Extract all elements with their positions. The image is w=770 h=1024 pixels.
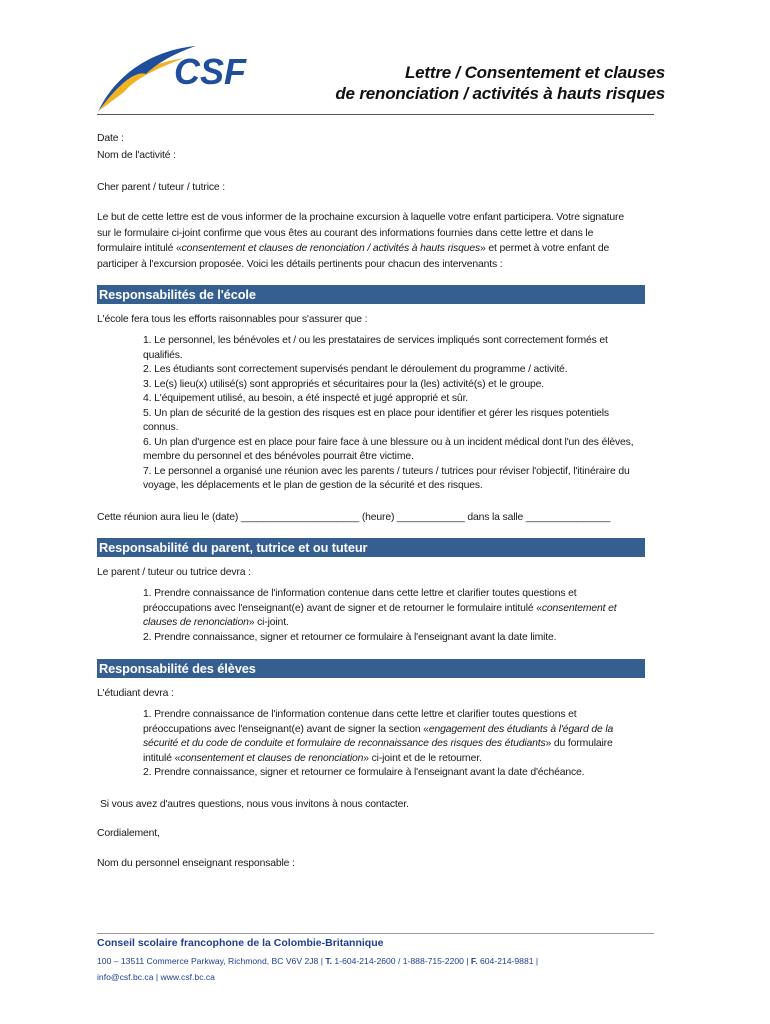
students-section-heading: Responsabilité des élèves [97,659,645,678]
list-item: 6. Un plan d'urgence est en place pour faire face à une blessure ou à un incident médical dont l'un des élèves, [143,436,634,448]
footer-phones: 1-604-214-2600 / 1-888-715-2200 [334,956,464,966]
parent-lead: Le parent / tuteur ou tutrice devra : [97,567,251,578]
list-item: 2. Les étudiants sont correctement supervisés pendant le déroulement du programme / activité. [143,364,568,375]
footer-contact-line: info@csf.bc.ca | www.csf.bc.ca [97,972,215,982]
intro-text: » et permet à votre enfant de [480,243,610,254]
parent-responsibilities-list [143,587,653,645]
footer-fax-label: F. [470,956,478,966]
title-line-1: Lettre / Consentement et clauses [404,63,665,82]
footer-phone-label: T. [325,956,333,966]
section-title: engagement des étudiants à l'égard de la [428,723,614,735]
section-title: sécurité et du code de conduite et formulaire de reconnaissance des risques des étudiants [143,738,546,749]
list-text: préoccupations avec l'enseignant(e) avant de signer et de retourner le formulaire intitulé « [143,602,542,614]
closing-regards: Cordialement, [97,828,160,839]
list-item [143,602,653,617]
list-item: 3. Le(s) lieu(x) utilisé(s) sont appropriés et sécuritaires pour la (les) activité(s) et le groupe. [143,378,544,390]
list-item [143,737,653,752]
list-item [143,723,653,738]
students-lead: L'étudiant devra : [97,688,174,699]
date-label: Date : [97,133,124,144]
list-text: » du formulaire [545,738,613,749]
footer-fax: 604-214-9881 [480,956,534,966]
list-item: 1. Prendre connaissance de l'information contenue dans cette lettre et clarifier toutes questions et [143,709,577,720]
list-item: connus. [143,422,179,433]
list-item: 4. L'équipement utilisé, au besoin, a été inspecté et jugé approprié et sûr. [143,393,469,404]
teacher-signature-label: Nom du personnel enseignant responsable : [97,858,295,869]
title-line-2: de renonciation / activités à hauts risques [335,84,665,103]
intro-form-title: consentement et clauses de renonciation / activités à hauts risques [181,243,481,254]
intro-text: formulaire intitulé « [97,243,182,254]
footer-address: 100 – 13511 Commerce Parkway, Richmond, BC V6V 2J8 [97,956,319,966]
header-divider [97,114,654,115]
activity-name-label: Nom de l'activité : [97,150,176,161]
list-item [143,752,653,767]
parent-section-heading: Responsabilité du parent, tutrice et ou tuteur [97,538,645,557]
list-text: intitulé « [143,752,181,764]
school-lead: L'école fera tous les efforts raisonnables pour s'assurer que : [97,314,368,325]
list-item: voyage, les déplacements et le plan de gestion de la sécurité et des risques. [143,480,483,491]
list-item [143,616,653,631]
meeting-line: Cette réunion aura lieu le (date) _____________________ (heure) ____________ dans la salle _______________ [97,512,611,523]
csf-logo [96,40,271,115]
list-text: » ci-joint et de le retourner. [363,752,482,764]
form-title: consentement et clauses de renonciation [180,752,364,764]
footer-contact-line: 100 – 13511 Commerce Parkway, Richmond, BC V6V 2J8 | T. 1-604-214-2600 / 1-888-715-2200 | F. 604-214-9881 | [97,956,539,966]
footer-website: www.csf.bc.ca [160,972,215,982]
list-item: 1. Le personnel, les bénévoles et / ou les prestataires de services impliqués sont correctement formés et [143,335,608,346]
page-title [335,62,665,104]
list-item: 2. Prendre connaissance, signer et retourner ce formulaire à l'enseignant avant la date limite. [143,631,557,643]
list-text: préoccupations avec l'enseignant(e) avant de signer la section « [143,723,429,735]
footer-email-link[interactable]: info@csf.bc.ca [97,972,154,982]
questions-text: Si vous avez d'autres questions, nous vous invitons à nous contacter. [100,799,409,810]
footer-divider [97,933,654,934]
intro-line [97,241,657,257]
form-title: clauses de renonciation [143,617,249,628]
list-item: qualifiés. [143,349,183,361]
list-item: 2. Prendre connaissance, signer et retourner ce formulaire à l'enseignant avant la date d'échéance. [143,767,585,778]
students-responsibilities-list [143,708,653,781]
greeting: Cher parent / tuteur / tutrice : [97,182,226,193]
footer-contact [97,953,657,985]
intro-line: sur le formulaire ci-joint confirme que vous êtes au courant des informations fournies dans cette lettre et dans le [97,227,594,239]
intro-paragraph [97,210,657,272]
list-text: » ci-joint. [248,617,289,628]
footer-org-name: Conseil scolaire francophone de la Colombie-Britannique [97,937,384,949]
list-item: 7. Le personnel a organisé une réunion avec les parents / tuteurs / tutrices pour réviser l'objectif, l'itinéraire du [143,465,630,477]
logo-text: CSF [174,51,246,92]
list-item: 1. Prendre connaissance de l'information contenue dans cette lettre et clarifier toutes questions et [143,588,577,599]
intro-line: participer à l'excursion proposée. Voici les détails pertinents pour chacun des intervenants : [97,258,503,270]
list-item: 5. Un plan de sécurité de la gestion des risques est en place pour identifier et gérer les risques potentiels [143,407,609,419]
form-title: consentement et [541,602,617,614]
list-item: membre du personnel et des bénévoles pourrait être victime. [143,451,414,462]
intro-line: Le but de cette lettre est de vous informer de la prochaine excursion à laquelle votre enfant participera. Votre signature [97,212,624,223]
school-responsibilities-list [143,334,653,494]
school-section-heading: Responsabilités de l'école [97,285,645,304]
